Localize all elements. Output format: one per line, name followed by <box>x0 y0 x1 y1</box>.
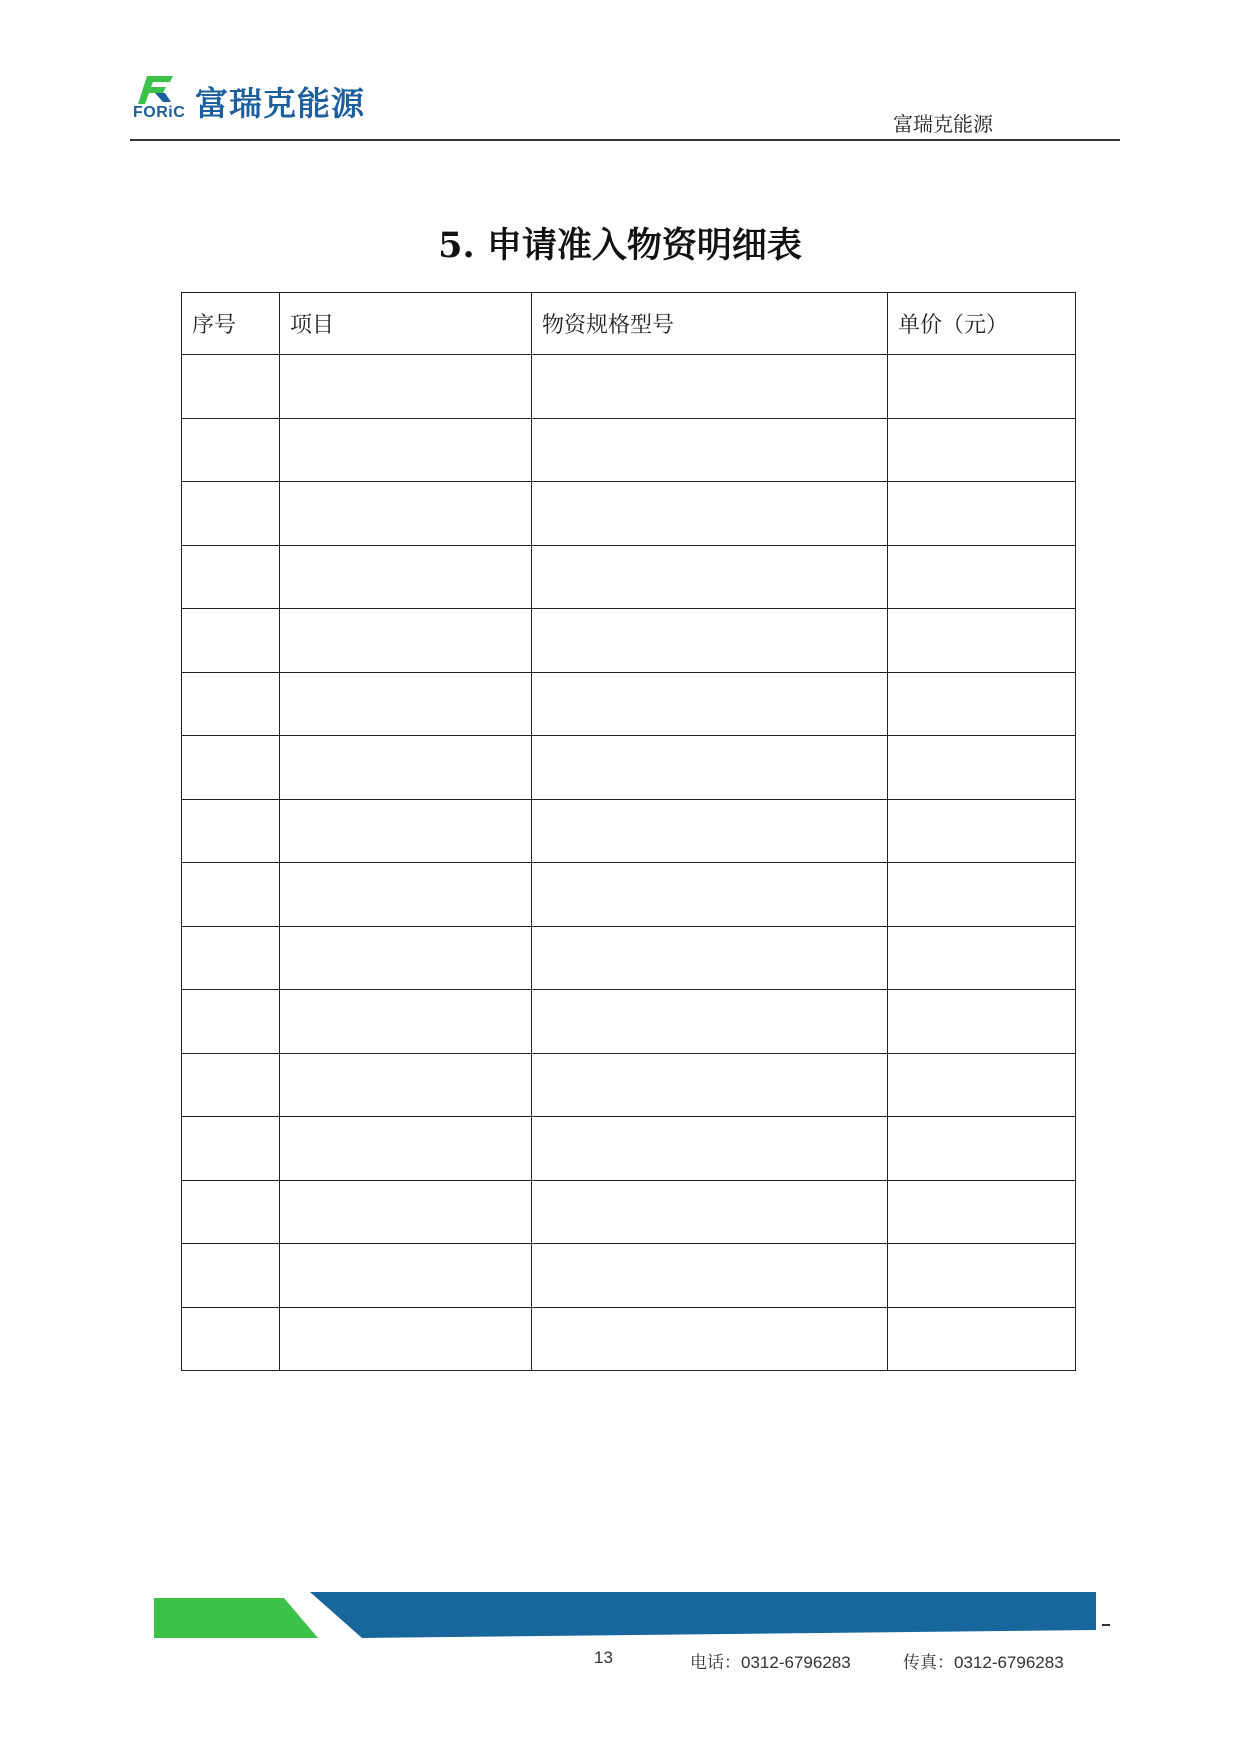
table-cell[interactable] <box>888 355 1076 419</box>
table-cell[interactable] <box>532 863 888 927</box>
footer-fax: 传真：0312-6796283 <box>903 1653 1064 1672</box>
footer-band <box>154 1592 1096 1642</box>
table-cell[interactable] <box>280 418 532 482</box>
table-cell[interactable] <box>280 1307 532 1371</box>
page-number: 13 <box>594 1648 613 1667</box>
header-divider <box>130 139 1120 141</box>
table-cell[interactable] <box>888 545 1076 609</box>
table-cell[interactable] <box>280 545 532 609</box>
table-cell[interactable] <box>182 1053 280 1117</box>
table-cell[interactable] <box>888 1244 1076 1308</box>
table-cell[interactable] <box>888 1053 1076 1117</box>
table-cell[interactable] <box>532 799 888 863</box>
table-row <box>182 545 1076 609</box>
header-serial-no: 序号 <box>182 293 280 355</box>
table-cell[interactable] <box>280 355 532 419</box>
table-cell[interactable] <box>532 1244 888 1308</box>
table-cell[interactable] <box>182 545 280 609</box>
table-row <box>182 355 1076 419</box>
table-row <box>182 1180 1076 1244</box>
table-cell[interactable] <box>182 1117 280 1181</box>
footer-dash <box>1102 1624 1110 1626</box>
page-title: 5. 申请准入物资明细表 <box>438 225 802 266</box>
table-cell[interactable] <box>888 990 1076 1054</box>
table-cell[interactable] <box>280 672 532 736</box>
table-cell[interactable] <box>182 418 280 482</box>
table-cell[interactable] <box>532 672 888 736</box>
table-cell[interactable] <box>280 1244 532 1308</box>
table-cell[interactable] <box>182 672 280 736</box>
table-cell[interactable] <box>280 482 532 546</box>
table-cell[interactable] <box>532 1053 888 1117</box>
table-cell[interactable] <box>888 418 1076 482</box>
table-row <box>182 990 1076 1054</box>
header-unit-price: 单价（元） <box>888 293 1076 355</box>
header-company-name: 富瑞克能源 <box>893 112 993 136</box>
table-cell[interactable] <box>182 1307 280 1371</box>
table-cell[interactable] <box>532 482 888 546</box>
table-cell[interactable] <box>280 736 532 800</box>
table-cell[interactable] <box>888 926 1076 990</box>
table-cell[interactable] <box>280 990 532 1054</box>
table-cell[interactable] <box>532 1117 888 1181</box>
table-cell[interactable] <box>532 545 888 609</box>
table-cell[interactable] <box>888 609 1076 673</box>
table-header-row <box>182 293 1076 355</box>
table-cell[interactable] <box>888 736 1076 800</box>
table-cell[interactable] <box>888 1117 1076 1181</box>
table-cell[interactable] <box>280 1180 532 1244</box>
table-row <box>182 609 1076 673</box>
table-cell[interactable] <box>888 799 1076 863</box>
table-row <box>182 736 1076 800</box>
table-cell[interactable] <box>182 482 280 546</box>
table-cell[interactable] <box>532 418 888 482</box>
table-row <box>182 1053 1076 1117</box>
table-cell[interactable] <box>532 990 888 1054</box>
table-cell[interactable] <box>182 863 280 927</box>
materials-table <box>181 292 1076 1371</box>
table-cell[interactable] <box>182 1244 280 1308</box>
table-cell[interactable] <box>182 736 280 800</box>
table-row <box>182 863 1076 927</box>
table-cell[interactable] <box>280 863 532 927</box>
table-cell[interactable] <box>888 672 1076 736</box>
table-cell[interactable] <box>182 990 280 1054</box>
header-spec-model: 物资规格型号 <box>532 293 888 355</box>
logo-text-cn: 富瑞克能源 <box>195 84 365 123</box>
table-cell[interactable] <box>182 609 280 673</box>
table-cell[interactable] <box>888 863 1076 927</box>
table-cell[interactable] <box>182 1180 280 1244</box>
logo-text-en: FORiC <box>133 104 186 121</box>
table-cell[interactable] <box>280 799 532 863</box>
table-cell[interactable] <box>182 799 280 863</box>
table-cell[interactable] <box>532 1307 888 1371</box>
table-row <box>182 1307 1076 1371</box>
table-cell[interactable] <box>182 355 280 419</box>
company-logo <box>133 74 383 124</box>
table-cell[interactable] <box>280 1053 532 1117</box>
table-cell[interactable] <box>888 1307 1076 1371</box>
table-row <box>182 926 1076 990</box>
table-row <box>182 482 1076 546</box>
table-cell[interactable] <box>280 1117 532 1181</box>
table-row <box>182 1117 1076 1181</box>
table-cell[interactable] <box>280 609 532 673</box>
table-row <box>182 799 1076 863</box>
table-row <box>182 418 1076 482</box>
table-row <box>182 1244 1076 1308</box>
table-cell[interactable] <box>532 736 888 800</box>
table-row <box>182 672 1076 736</box>
footer-phone: 电话：0312-6796283 <box>690 1653 851 1672</box>
table-cell[interactable] <box>532 926 888 990</box>
header-item: 项目 <box>280 293 532 355</box>
table-cell[interactable] <box>280 926 532 990</box>
table-cell[interactable] <box>532 609 888 673</box>
table-cell[interactable] <box>888 482 1076 546</box>
table-cell[interactable] <box>532 1180 888 1244</box>
table-cell[interactable] <box>182 926 280 990</box>
table-cell[interactable] <box>532 355 888 419</box>
table-body <box>182 355 1076 1371</box>
table-cell[interactable] <box>888 1180 1076 1244</box>
